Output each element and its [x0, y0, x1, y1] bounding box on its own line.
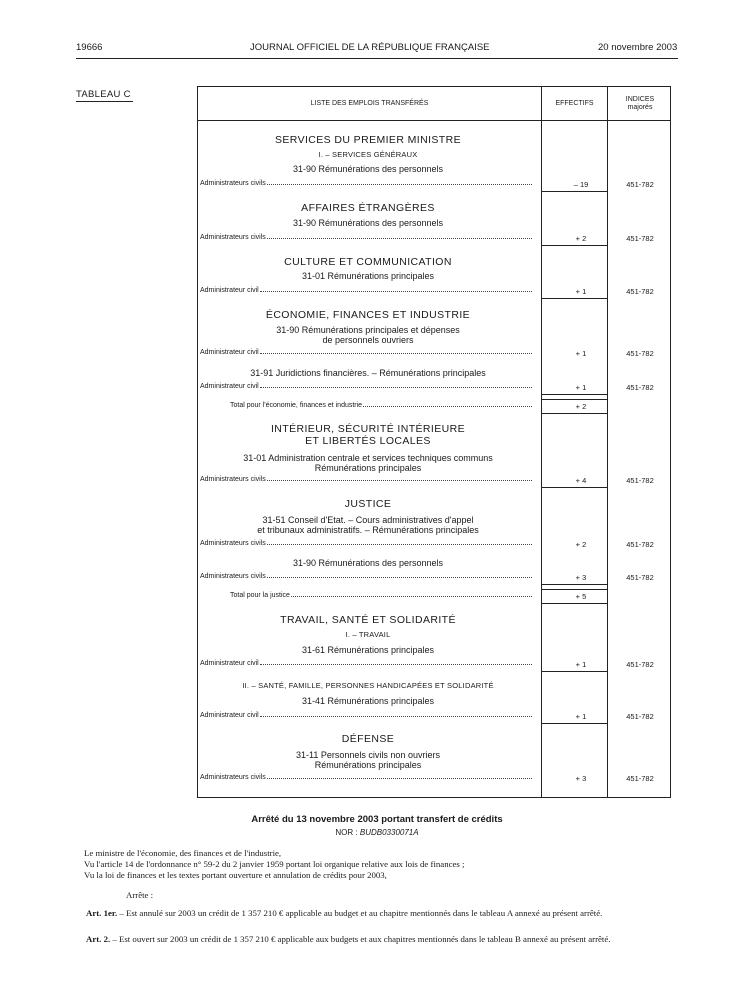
dot-leader — [267, 778, 532, 779]
chapter-heading: 31-61 Rémunérations principales — [301, 645, 435, 655]
dot-leader — [363, 406, 532, 407]
dot-leader — [267, 480, 532, 481]
ministry-heading: SERVICES DU PREMIER MINISTRE — [274, 134, 462, 146]
chapter-heading: et tribunaux administratifs. – Rémunérations principales — [257, 525, 479, 535]
job-label — [200, 476, 532, 483]
effectif-value: + 2 — [575, 402, 587, 411]
vu-loi: Vu la loi de finances et les textes portant ouverture et annulation de crédits pour 2003, — [84, 870, 387, 880]
article-1-label: Art. 1er. — [86, 908, 118, 918]
page-date: 20 novembre 2003 — [598, 42, 678, 53]
subtotal-rule — [542, 723, 608, 724]
ministry-heading: AFFAIRES ÉTRANGÈRES — [301, 202, 435, 214]
effectif-value: + 4 — [575, 476, 587, 485]
job-label — [200, 774, 532, 781]
effectif-value: + 5 — [575, 592, 587, 601]
effectif-value: + 1 — [575, 660, 587, 669]
column-divider — [607, 87, 608, 797]
job-label — [200, 180, 532, 187]
total-rule — [542, 589, 608, 590]
dot-leader — [291, 596, 532, 597]
vu-article: Vu l'article 14 de l'ordonnance n° 59-2 du 2 janvier 1959 portant loi organique relative aux lois de finances ; — [84, 859, 465, 869]
dot-leader — [260, 291, 532, 292]
subtotal-rule — [542, 191, 608, 192]
chapter-heading: 31-90 Rémunérations des personnels — [292, 218, 444, 228]
dot-leader — [260, 353, 532, 354]
job-label — [200, 287, 532, 294]
job-label-text: Administrateur civil — [200, 383, 259, 390]
indice-value: 451-782 — [626, 540, 654, 549]
article-1 — [76, 908, 666, 919]
subsection-heading: I. – SERVICES GÉNÉRAUX — [318, 150, 418, 159]
chapter-heading: 31-91 Juridictions financières. – Rémunérations principales — [250, 368, 486, 378]
article-1-text: – Est annulé sur 2003 un crédit de 1 357 210 € applicable au budget et au chapitre mentionnés dans le tableau A annexé au présent arrêté. — [117, 908, 603, 918]
job-label-text: Administrateurs civils — [200, 573, 266, 580]
chapter-heading: 31-01 Rémunérations principales — [301, 271, 435, 281]
arrete-word: Arrête : — [126, 890, 154, 900]
job-label — [200, 383, 532, 390]
job-label-text: Administrateurs civils — [200, 774, 266, 781]
chapter-heading: 31-51 Conseil d'Etat. – Cours administratives d'appel — [262, 515, 474, 525]
indice-value: 451-782 — [626, 383, 654, 392]
job-label-text: Administrateurs civils — [200, 476, 266, 483]
dot-leader — [267, 544, 532, 545]
indice-value: 451-782 — [626, 476, 654, 485]
chapter-heading: 31-90 Rémunérations principales et dépenses — [276, 325, 460, 335]
indice-value: 451-782 — [626, 712, 654, 721]
effectif-value: + 1 — [575, 383, 587, 392]
effectif-value: + 1 — [575, 712, 587, 721]
job-label — [200, 712, 532, 719]
ministry-heading: TRAVAIL, SANTÉ ET SOLIDARITÉ — [280, 614, 456, 626]
ministry-heading: DÉFENSE — [341, 733, 395, 745]
dot-leader — [260, 716, 532, 717]
effectif-value: + 2 — [575, 234, 587, 243]
job-label-text: Administrateurs civils — [200, 234, 266, 241]
subtotal-rule — [542, 671, 608, 672]
job-label-text: Total pour l'économie, finances et industrie — [230, 402, 363, 409]
ministry-heading: INTÉRIEUR, SÉCURITÉ INTÉRIEURE — [270, 423, 466, 435]
dot-leader — [260, 664, 532, 665]
ministry-heading: JUSTICE — [344, 498, 392, 510]
chapter-heading: 31-11 Personnels civils non ouvriers — [296, 750, 440, 760]
subsection-heading: II. – SANTÉ, FAMILLE, PERSONNES HANDICAPÉES ET SOLIDARITÉ — [242, 681, 494, 690]
dot-leader — [267, 184, 532, 185]
table-label: TABLEAU C — [76, 89, 131, 100]
chapter-heading: de personnels ouvriers — [322, 335, 414, 345]
chapter-heading: 31-01 Administration centrale et services techniques communs — [243, 453, 493, 463]
minister-line: Le ministre de l'économie, des finances et de l'industrie, — [84, 848, 282, 858]
dot-leader — [267, 238, 532, 239]
effectif-value: + 1 — [575, 287, 587, 296]
indice-value: 451-782 — [626, 180, 654, 189]
indice-value: 451-782 — [626, 660, 654, 669]
subtotal-rule — [542, 298, 608, 299]
dot-leader — [267, 577, 532, 578]
job-label — [200, 660, 532, 667]
nor-reference — [76, 828, 678, 837]
page-number: 19666 — [76, 42, 103, 53]
arrete-title: Arrêté du 13 novembre 2003 portant transfert de crédits — [251, 814, 503, 825]
chapter-heading: 31-90 Rémunérations des personnels — [292, 164, 444, 174]
total-rule — [542, 413, 608, 414]
article-2-text: – Est ouvert sur 2003 un crédit de 1 357 210 € applicable aux budgets et aux chapitres mentionnés dans le tableau B annexé au présent arrêté. — [110, 934, 611, 944]
total-label — [230, 402, 532, 409]
job-label — [200, 540, 532, 547]
ministry-heading: ET LIBERTÉS LOCALES — [305, 435, 431, 447]
subtotal-rule — [542, 584, 608, 585]
job-label-text: Administrateur civil — [200, 287, 259, 294]
subtotal-rule — [542, 487, 608, 488]
chapter-heading: Rémunérations principales — [314, 760, 422, 770]
table-label-rule — [76, 101, 133, 102]
job-label-text: Administrateurs civils — [200, 180, 266, 187]
chapter-heading: 31-41 Rémunérations principales — [301, 696, 435, 706]
header-indices-majores: majorés — [627, 104, 653, 111]
subtotal-rule — [542, 245, 608, 246]
effectif-value: – 19 — [573, 180, 589, 189]
journal-title: JOURNAL OFFICIEL DE LA RÉPUBLIQUE FRANÇAISE — [250, 42, 490, 53]
subtotal-rule — [542, 394, 608, 395]
article-2 — [76, 934, 666, 945]
total-rule — [542, 603, 608, 604]
total-rule — [542, 399, 608, 400]
job-label-text: Administrateurs civils — [200, 540, 266, 547]
header-indices: INDICES — [625, 96, 655, 103]
chapter-heading: 31-90 Rémunérations des personnels — [292, 558, 444, 568]
article-2-label: Art. 2. — [86, 934, 111, 944]
job-label — [200, 349, 532, 356]
job-label-text: Administrateur civil — [200, 712, 259, 719]
job-label-text: Administrateur civil — [200, 349, 259, 356]
header-divider — [198, 120, 670, 121]
indice-value: 451-782 — [626, 287, 654, 296]
header-list: LISTE DES EMPLOIS TRANSFÉRÉS — [310, 100, 429, 107]
effectif-value: + 3 — [575, 774, 587, 783]
subsection-heading: I. – TRAVAIL — [345, 630, 391, 639]
column-divider — [541, 87, 542, 797]
indice-value: 451-782 — [626, 234, 654, 243]
dot-leader — [260, 387, 532, 388]
indice-value: 451-782 — [626, 573, 654, 582]
effectif-value: + 3 — [575, 573, 587, 582]
chapter-heading: Rémunérations principales — [314, 463, 422, 473]
effectif-value: + 1 — [575, 349, 587, 358]
header-effectifs: EFFECTIFS — [555, 100, 594, 107]
ministry-heading: CULTURE ET COMMUNICATION — [284, 256, 452, 268]
job-label-text: Administrateur civil — [200, 660, 259, 667]
header-rule — [76, 58, 678, 59]
nor-value: BUDB0330071A — [359, 828, 419, 837]
transfer-table — [197, 86, 671, 798]
ministry-heading: ÉCONOMIE, FINANCES ET INDUSTRIE — [265, 309, 471, 321]
effectif-value: + 2 — [575, 540, 587, 549]
nor-label: NOR : — [335, 828, 358, 837]
indice-value: 451-782 — [626, 349, 654, 358]
job-label-text: Total pour la justice — [230, 592, 290, 599]
job-label — [200, 573, 532, 580]
job-label — [200, 234, 532, 241]
indice-value: 451-782 — [626, 774, 654, 783]
total-label — [230, 592, 532, 599]
